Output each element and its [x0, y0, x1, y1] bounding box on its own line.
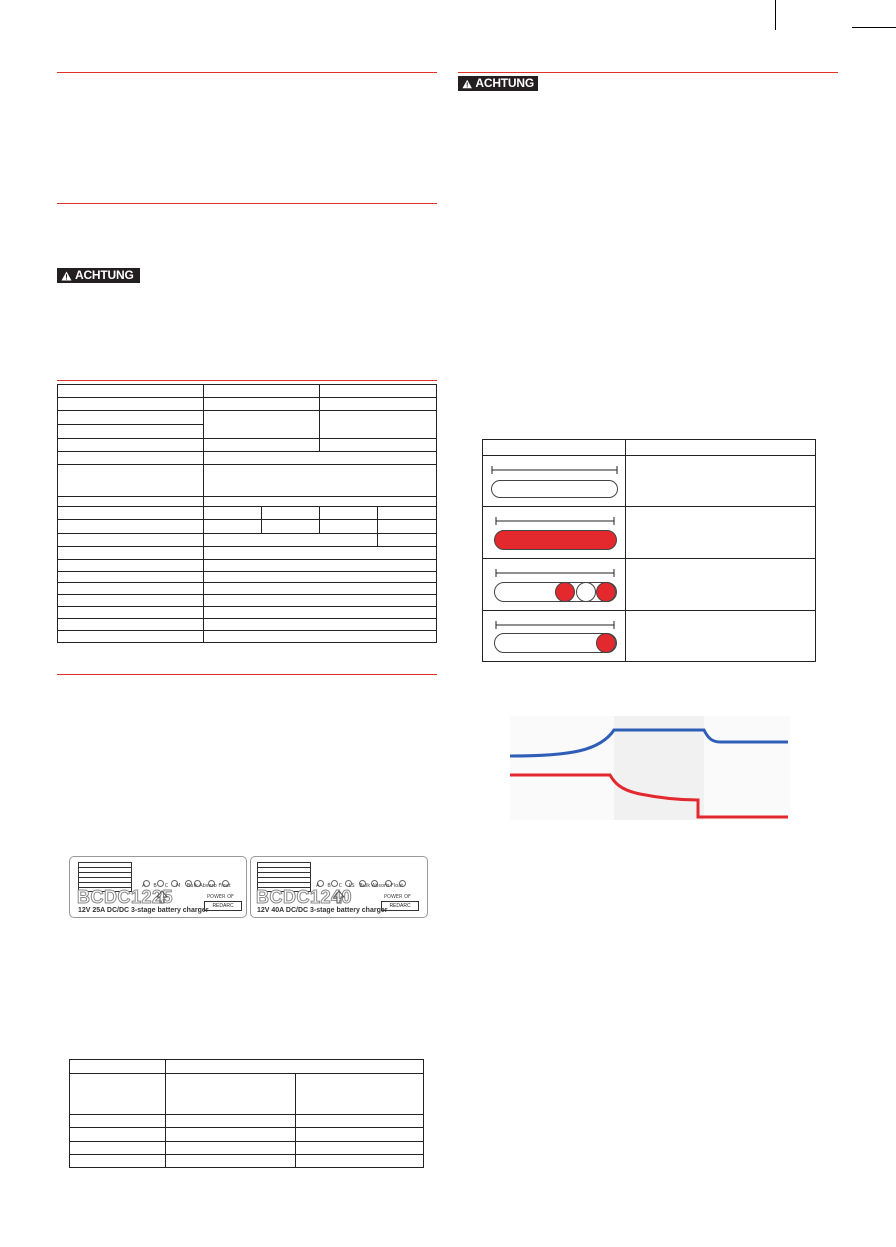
section-rule-2	[57, 203, 437, 204]
brand-box: REDARC	[381, 901, 419, 911]
warning-triangle-icon	[462, 79, 472, 89]
crop-mark-vertical	[775, 0, 776, 30]
model-name: BCDC1240	[256, 887, 353, 907]
model-name: BCDC1225	[77, 887, 174, 907]
warning-badge-label: ACHTUNG	[475, 76, 534, 90]
model-subtitle: 12V 25A DC/DC 3-stage battery charger	[78, 907, 209, 914]
section-rule-1	[57, 72, 437, 73]
indicator-row-full-red	[495, 517, 617, 550]
warning-badge-label: ACHTUNG	[75, 268, 134, 282]
powered-by-text: POWER OF	[207, 894, 234, 900]
section-rule-right	[458, 72, 838, 73]
warning-badge-right	[458, 76, 538, 91]
product-label-bcdc1225	[69, 856, 247, 918]
led-bottom-labels: A B C M Bulk Absorb Float	[142, 883, 231, 889]
indicator-row-single-red	[495, 621, 617, 653]
warning-triangle-icon	[61, 271, 72, 281]
indicator-row-alternating	[495, 569, 617, 602]
indicator-row-empty	[492, 466, 618, 498]
model-subtitle: 12V 40A DC/DC 3-stage battery charger	[257, 907, 388, 914]
warning-badge-left	[57, 268, 140, 283]
charging-curve-diagram	[510, 716, 790, 820]
specification-table	[57, 384, 438, 644]
section-rule-3	[57, 380, 437, 381]
up-arrow-icon	[333, 890, 345, 904]
led-indicator-table	[482, 439, 817, 663]
product-label-bcdc1240	[250, 856, 428, 918]
section-rule-4	[57, 674, 437, 675]
brand-box: REDARC	[204, 901, 242, 911]
crop-mark-horizontal	[852, 27, 896, 28]
led-bottom-labels: A B C LS Bulk Absorb Float	[316, 883, 404, 889]
powered-by-text: POWER OF	[384, 894, 411, 900]
up-arrow-icon	[156, 890, 168, 904]
compatibility-summary-table	[69, 1059, 425, 1169]
